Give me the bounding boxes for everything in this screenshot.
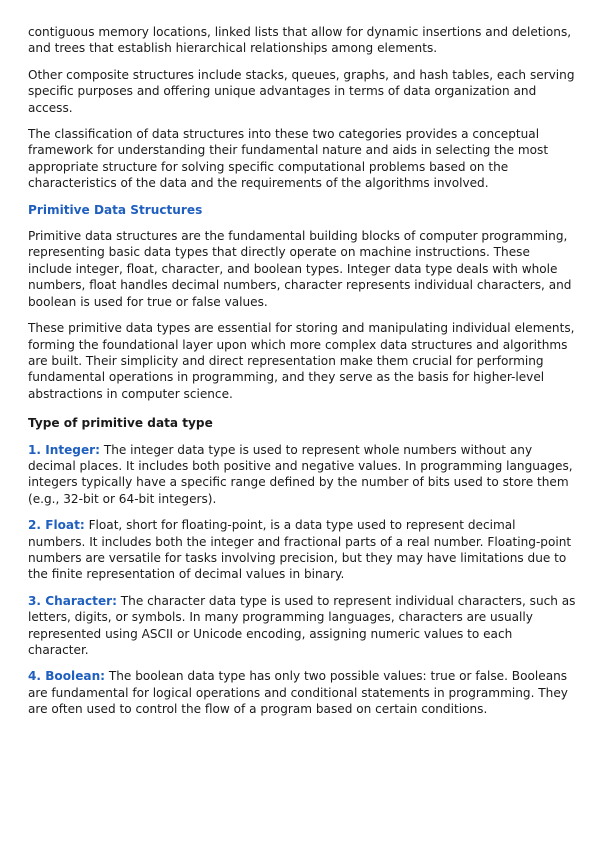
intro-paragraph-2: Other composite structures include stacks, queues, graphs, and hash tables, each serving specific purposes and offering unique advantages in terms of data organization and access. (28, 67, 575, 115)
type-item-title: 4. Boolean: (28, 669, 106, 684)
type-item-character (28, 593, 576, 659)
intro-paragraph-1: contiguous memory locations, linked lists that allow for dynamic insertions and deletions, and trees that establish hierarchical relationships among elements. (28, 25, 572, 56)
intro-paragraph-3: The classification of data structures into these two categories provides a conceptual framework for understanding their fundamental nature and aids in selecting the most appropriate structure for solving specific computational problems based on the characteristics of the data and the requirements of the algorithms involved. (28, 127, 549, 191)
type-item-text: Float, short for floating-point, is a data type used to represent decimal numbers. It includes both the integer and fractional parts of a real number. Floating-point numbers are versatile for tasks involving precision, but they may have limitations due to the finite representation of decimal values in binary. (28, 518, 572, 582)
section-heading: Primitive Data Structures (28, 202, 203, 217)
type-item-title: 2. Float: (28, 518, 85, 533)
section-paragraph-2: These primitive data types are essential for storing and manipulating individual elements, forming the foundational layer upon which more complex data structures and algorithms are built. Their simplicity and direct representation make them crucial for performing fundamental operations in programming, and they serve as the basis for higher-level abstractions in computer science. (28, 321, 575, 401)
type-item-integer (28, 442, 576, 508)
section-paragraph-1: Primitive data structures are the fundamental building blocks of computer programming, representing basic data types that directly operate on machine instructions. These include integer, float, character, and boolean types. Integer data type deals with whole numbers, float handles decimal numbers, character represents individual characters, and boolean is used for true or false values. (28, 229, 572, 309)
type-item-text: The integer data type is used to represent whole numbers without any decimal places. It includes both positive and negative values. In programming languages, integers typically have a specific range defined by the number of bits used to store them (e.g., 32-bit or 64-bit integers). (28, 442, 573, 506)
type-item-float (28, 517, 576, 583)
type-item-title: 1. Integer: (28, 442, 100, 457)
document-page (28, 24, 576, 718)
type-item-text: The character data type is used to represent individual characters, such as letters, digits, or symbols. In many programming languages, characters are usually represented using ASCII or Unicode encoding, assigning numeric values to each character. (28, 593, 576, 657)
type-item-text: The boolean data type has only two possible values: true or false. Booleans are fundamental for logical operations and conditional statements in programming. They are often used to control the flow of a program based on certain conditions. (28, 669, 568, 717)
type-item-title: 3. Character: (28, 593, 117, 608)
type-item-boolean (28, 668, 576, 717)
types-heading: Type of primitive data type (28, 416, 213, 431)
